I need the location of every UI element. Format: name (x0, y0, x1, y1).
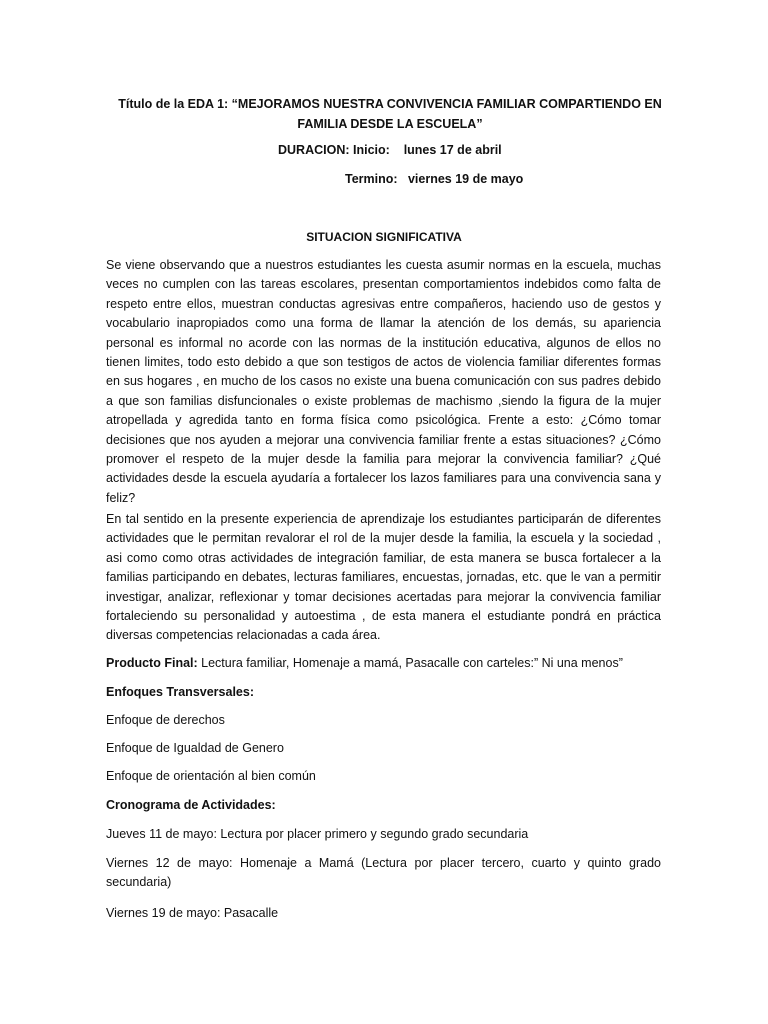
schedule-item: Jueves 11 de mayo: Lectura por placer primero y segundo grado secundaria (106, 827, 529, 841)
paragraph-experience: En tal sentido en la presente experiencia de aprendizaje los estudiantes participarán de diferentes actividades que le permitan revalorar el rol de la mujer desde la familia, la escuela y la sociedad , asi como como otras actividades de integración familiar, de esta manera se busca fortalecer a la familias participando en debates, lecturas familiares, encuestas, jornadas, etc. que le van a permitir investigar, analizar, reflexionar y tomar decisiones acertadas para mejorar la convivencia familiar fortaleciendo su personalidad y autoestima , de esta manera el estudiante pondrá en práctica diversas competencias relacionadas a cada área. (106, 512, 661, 643)
enfoque-item: Enfoque de Igualdad de Genero (106, 741, 284, 755)
schedule-item: Viernes 12 de mayo: Homenaje a Mamá (Lectura por placer tercero, cuarto y quinto grado secundaria) (106, 856, 661, 890)
final-product-text: Lectura familiar, Homenaje a mamá, Pasacalle con carteles:” Ni una menos” (197, 656, 623, 670)
schedule-heading: Cronograma de Actividades: (106, 798, 276, 812)
duration-end: Termino: viernes 19 de mayo (345, 172, 524, 186)
final-product-line (106, 654, 666, 673)
paragraph-situation: Se viene observando que a nuestros estudiantes les cuesta asumir normas en la escuela, muchas veces no cumplen con las tareas escolares, presentan comportamientos indebidos como falta de respeto entre ellos, muestran conductas agresivas entre compañeros, haciendo uso de gestos y vocabulario inapropiados como una forma de llamar la atención de los demás, su apariencia personal es informal no acorde con las normas de la institución educativa, algunos de ellos no tienen limites, todo esto debido a que son testigos de actos de violencia familiar diferentes formas en sus hogares , en mucho de los casos no existe una buena comunicación con sus padres debido a que son familias disfuncionales o existe problemas de machismo ,siendo la figura de la mujer atropellada y agredida tanto en forma física como psicológica. Frente a esto: ¿Cómo tomar decisiones que nos ayuden a mejorar una convivencia familiar frente a estas situaciones? ¿Cómo promover el respeto de la mujer desde la familia para mejorar la convivencia familiar? ¿Qué actividades desde la escuela ayudaría a fortalecer los lazos familiares para una convivencia sana y feliz? (106, 258, 661, 505)
enfoque-item: Enfoque de derechos (106, 713, 225, 727)
schedule-item: Viernes 19 de mayo: Pasacalle (106, 906, 279, 920)
section-heading: SITUACION SIGNIFICATIVA (306, 230, 462, 244)
document-title: Título de la EDA 1: “MEJORAMOS NUESTRA CONVIVENCIA FAMILIAR COMPARTIENDO EN FAMILIA DESDE LA ESCUELA” (118, 97, 662, 131)
enfoque-item: Enfoque de orientación al bien común (106, 769, 316, 783)
enfoques-heading: Enfoques Transversales: (106, 685, 254, 699)
duration-start: DURACION: Inicio: lunes 17 de abril (278, 143, 502, 157)
final-product-label: Producto Final: (106, 656, 198, 670)
